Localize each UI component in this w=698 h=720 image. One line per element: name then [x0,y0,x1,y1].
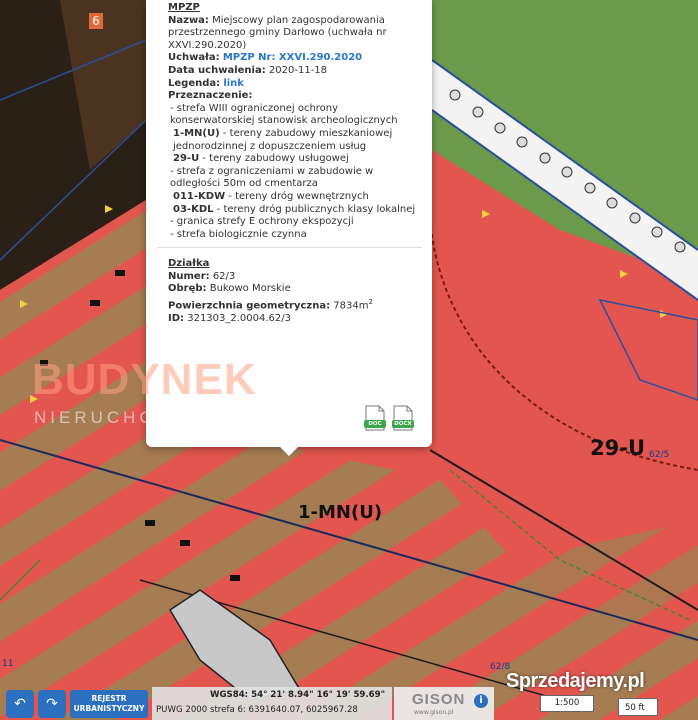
undo-icon[interactable]: ↶ [6,690,34,718]
info-icon[interactable]: i [474,694,488,708]
przeznaczenie-item: 03-KDL - tereny dróg publicznych klasy lokalnej [173,203,416,215]
zone-label-1mnu: 1-MN(U) [298,502,383,523]
data-row [168,65,422,78]
scale-bar-ft: 50 ft [618,698,658,716]
powierzchnia-value: 7834m [333,300,369,312]
gison-url: www.gison.pl [414,709,454,716]
przeznaczenie-list [170,103,422,242]
uchwala-row [168,52,422,65]
mpzp-header: MPZP [168,2,200,13]
przeznaczenie-item: 011-KDW - tereny dróg wewnętrznych [173,190,369,202]
przeznaczenie-item: - strefa biologicznie czynna [170,228,307,240]
sprzedajemy-watermark: Sprzedajemy.pl [506,670,645,692]
budynek-logo-sub: NIERUCHOMOŚCI [34,408,233,427]
legenda-link[interactable]: link [223,77,244,89]
dzialka-header: Działka [168,258,210,270]
id-label: ID: [168,312,185,324]
docx-download-icon[interactable]: DOCX [392,405,414,431]
download-icons [364,405,414,431]
parcel-number-label: 6 [89,13,103,29]
obreb-value: Bukowo Morskie [209,283,291,295]
zone-label-29u: 29-U [590,436,645,460]
wgs-coords: WGS84: 54° 21' 8.94" 16° 19' 59.69" [210,690,386,700]
puwg-coords: PUWG 2000 strefa 6: 6391640.07, 6025967.28 [156,705,358,715]
przeznaczenie-label: Przeznaczenie: [168,90,253,102]
parcel-label-62-8: 62/8 [490,662,511,672]
legenda-label: Legenda: [168,77,221,89]
id-row [168,313,422,326]
przeznaczenie-item: - granica strefy E ochrony ekspozycji [170,216,354,228]
rejestr-urbanistyczny-button[interactable]: REJESTR URBANISTYCZNY [70,690,148,718]
doc-download-icon[interactable]: DOC [364,405,386,431]
coordinates-panel [152,687,392,720]
scale-ratio: 1:500 [540,695,594,712]
przeznaczenie-item: - strefa z ograniczeniami w zabudowie w odległości 50m od cmentarza [170,165,374,190]
uchwala-label: Uchwała: [168,52,220,64]
gison-brand[interactable] [394,687,494,720]
id-value: 321303_2.0004.62/3 [187,312,292,324]
numer-row [168,271,422,284]
numer-value: 62/3 [212,270,236,282]
powierzchnia-row [168,296,422,313]
gison-logo: GISON [412,691,466,708]
przeznaczenie-item: 29-U - tereny zabudowy usługowej [173,153,349,165]
data-value: 2020-11-18 [268,64,328,76]
numer-label: Numer: [168,270,210,282]
share-icon[interactable]: ↷ [38,690,66,718]
parcel-label-11: 11 [2,659,14,669]
legenda-row [168,78,422,91]
nazwa-label: Nazwa: [168,14,209,26]
powierzchnia-unit-sup: 2 [368,298,373,307]
przeznaczenie-item: - strefa WIII ograniczonej ochrony konserwatorskiej stanowisk archeologicznych [170,102,398,127]
parcel-label-62-5: 62/5 [649,450,670,460]
powierzchnia-label: Powierzchnia geometryczna: [168,300,331,312]
budynek-logo: BUDYNEK [32,355,257,404]
nazwa-row [168,15,422,53]
nazwa-value: Miejscowy plan zagospodarowania przestrzennego gminy Darłowo (uchwała nr XXVI.290.2020) [168,14,387,51]
przeznaczenie-item: 1-MN(U) - tereny zabudowy mieszkaniowej jednorodzinnej z dopuszczeniem usług [173,127,393,152]
uchwala-link[interactable]: MPZP Nr: XXVI.290.2020 [222,52,363,64]
popup-pointer [280,447,298,456]
obreb-row [168,283,422,296]
obreb-label: Obręb: [168,283,207,295]
divider [158,247,422,248]
data-label: Data uchwalenia: [168,64,266,76]
